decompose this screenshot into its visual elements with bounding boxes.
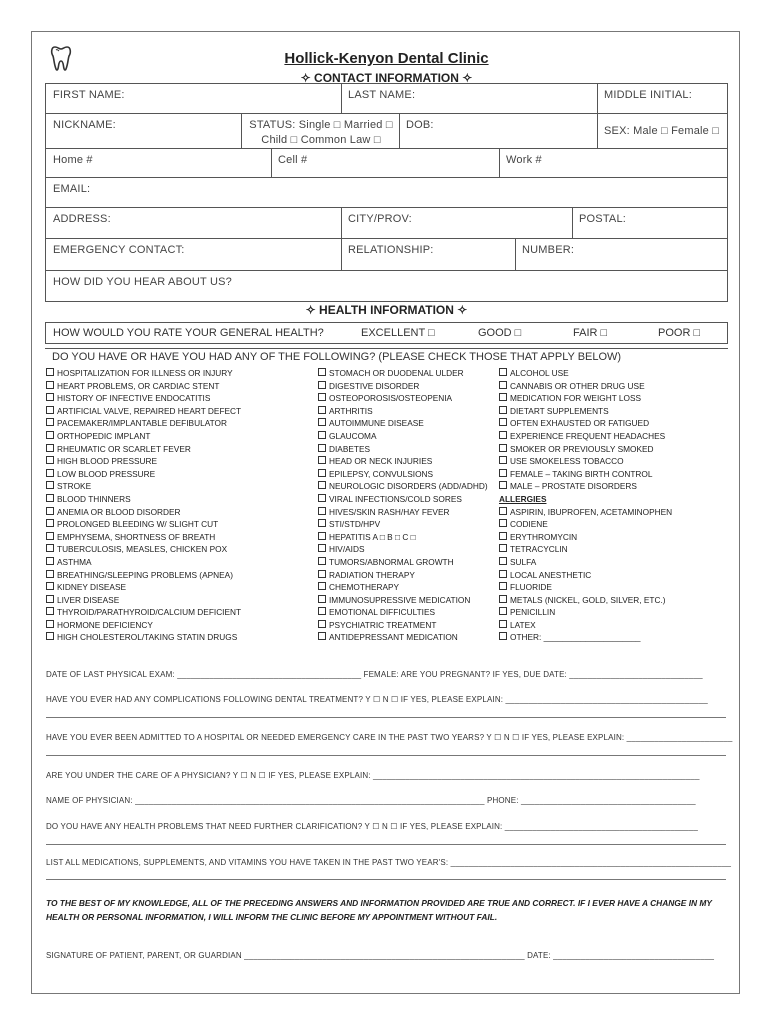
checkbox-icon[interactable]: [499, 557, 507, 565]
checkbox-icon[interactable]: [499, 507, 507, 515]
address-field[interactable]: ADDRESS:: [53, 213, 111, 225]
condition-label: ORTHOPEDIC IMPLANT: [57, 430, 151, 441]
checkbox-icon[interactable]: [46, 418, 54, 426]
condition-checkbox-item[interactable]: [499, 594, 672, 607]
condition-checkbox-item[interactable]: [46, 480, 241, 493]
checkbox-icon[interactable]: [318, 431, 326, 439]
condition-checkbox-item[interactable]: [46, 619, 241, 632]
condition-checkbox-item[interactable]: [46, 417, 241, 430]
condition-checkbox-item[interactable]: [46, 594, 241, 607]
email-field[interactable]: EMAIL:: [53, 183, 91, 195]
cell-phone-field[interactable]: Cell #: [278, 154, 308, 166]
condition-label: MEDICATION FOR WEIGHT LOSS: [510, 393, 642, 404]
condition-label: OTHER: _____________________: [510, 632, 641, 643]
phone-row: [46, 148, 727, 177]
condition-label: ARTHRITIS: [329, 405, 373, 416]
condition-label: TETRACYCLIN: [510, 544, 568, 555]
condition-label: HEART PROBLEMS, OR CARDIAC STENT: [57, 380, 220, 391]
condition-checkbox-item[interactable]: [499, 569, 672, 582]
conditions-question: DO YOU HAVE OR HAVE YOU HAD ANY OF THE FOLLOWING? (PLEASE CHECK THOSE THAT APPLY BELOW): [45, 348, 728, 366]
condition-checkbox-item[interactable]: [318, 543, 488, 556]
condition-label: KIDNEY DISEASE: [57, 582, 127, 593]
condition-checkbox-item[interactable]: [46, 518, 241, 531]
postal-field[interactable]: POSTAL:: [579, 213, 627, 225]
question-physician-name[interactable]: NAME OF PHYSICIAN: ____________________________________________________________________________ PHONE: ______________________________________: [46, 796, 696, 805]
condition-label: HIGH CHOLESTEROL/TAKING STATIN DRUGS: [57, 632, 238, 643]
condition-label: STI/STD/HPV: [329, 519, 381, 530]
condition-checkbox-item[interactable]: [318, 518, 488, 531]
rating-question: HOW WOULD YOU RATE YOUR GENERAL HEALTH?: [53, 327, 324, 339]
condition-label: ARTIFICIAL VALVE, REPAIRED HEART DEFECT: [57, 405, 242, 416]
condition-checkbox-item[interactable]: [46, 531, 241, 544]
condition-checkbox-item[interactable]: [499, 506, 672, 519]
condition-checkbox-item[interactable]: [499, 606, 672, 619]
condition-checkbox-item[interactable]: [499, 619, 672, 632]
sex-field[interactable]: SEX: Male □ Female □: [604, 125, 720, 137]
condition-checkbox-item[interactable]: [318, 606, 488, 619]
conditions-column-3: [499, 367, 672, 644]
condition-label: CHEMOTHERAPY: [329, 582, 400, 593]
condition-checkbox-item[interactable]: [46, 443, 241, 456]
referral-row: [46, 270, 727, 302]
condition-label: AUTOIMMUNE DISEASE: [329, 418, 424, 429]
condition-label: ASPIRIN, IBUPROFEN, ACETAMINOPHEN: [510, 506, 673, 517]
condition-label: METALS (NICKEL, GOLD, SILVER, ETC.): [510, 594, 666, 605]
status-line-1: STATUS: Single □ Married □: [249, 119, 393, 131]
form-page: [31, 31, 740, 994]
condition-label: SMOKER OR PREVIOUSLY SMOKED: [510, 443, 654, 454]
contact-grid: [45, 83, 728, 302]
checkbox-icon[interactable]: [499, 431, 507, 439]
checkbox-icon[interactable]: [499, 519, 507, 527]
contact-heading: ✧ CONTACT INFORMATION ✧: [300, 71, 473, 85]
checkbox-icon[interactable]: [318, 507, 326, 515]
condition-label: EMOTIONAL DIFFICULTIES: [329, 607, 436, 618]
condition-checkbox-item[interactable]: [499, 417, 672, 430]
checkbox-icon[interactable]: [46, 532, 54, 540]
condition-checkbox-item[interactable]: [318, 392, 488, 405]
checkbox-icon[interactable]: [46, 393, 54, 401]
work-phone-field[interactable]: Work #: [506, 154, 542, 166]
question-hospital[interactable]: HAVE YOU EVER BEEN ADMITTED TO A HOSPITAL OR NEEDED EMERGENCY CARE IN THE PAST TWO YEARS? Y ☐ N ☐ IF YES, PLEASE EXPLAIN: _______________________: [46, 733, 733, 742]
condition-label: HEAD OR NECK INJURIES: [329, 456, 433, 467]
checkbox-icon[interactable]: [46, 544, 54, 552]
middle-initial-field[interactable]: MIDDLE INITIAL:: [604, 89, 692, 101]
question-medications[interactable]: LIST ALL MEDICATIONS, SUPPLEMENTS, AND VITAMINS YOU HAVE TAKEN IN THE PAST TWO YEAR'S: _____________________________________________________________: [46, 858, 732, 867]
checkbox-icon[interactable]: [46, 494, 54, 502]
condition-checkbox-item[interactable]: [46, 569, 241, 582]
condition-checkbox-item[interactable]: [46, 380, 241, 393]
condition-checkbox-item[interactable]: [499, 430, 672, 443]
condition-checkbox-item[interactable]: [46, 430, 241, 443]
health-heading: ✧ HEALTH INFORMATION ✧: [305, 303, 468, 317]
checkbox-icon[interactable]: [318, 494, 326, 502]
condition-checkbox-item[interactable]: [318, 569, 488, 582]
condition-label: ASTHMA: [57, 556, 92, 567]
checkbox-icon[interactable]: [46, 406, 54, 414]
condition-checkbox-item[interactable]: [46, 506, 241, 519]
emergency-row: [46, 238, 727, 270]
condition-checkbox-item[interactable]: [318, 581, 488, 594]
checkbox-icon[interactable]: [499, 381, 507, 389]
checkbox-icon[interactable]: [318, 444, 326, 452]
rating-good[interactable]: GOOD □: [478, 327, 522, 339]
condition-checkbox-item[interactable]: [46, 392, 241, 405]
answer-line[interactable]: [46, 717, 726, 718]
condition-label: HIVES/SKIN RASH/HAY FEVER: [329, 506, 450, 517]
condition-label: PENICILLIN: [510, 607, 556, 618]
condition-checkbox-item[interactable]: [318, 405, 488, 418]
condition-checkbox-item[interactable]: [318, 430, 488, 443]
condition-checkbox-item[interactable]: [46, 493, 241, 506]
condition-label: CANNABIS OR OTHER DRUG USE: [510, 380, 645, 391]
checkbox-icon[interactable]: [499, 595, 507, 603]
condition-checkbox-item[interactable]: [46, 455, 241, 468]
question-health-problems[interactable]: DO YOU HAVE ANY HEALTH PROBLEMS THAT NEED FURTHER CLARIFICATION? Y ☐ N ☐ IF YES, PLEASE EXPLAIN: __________________________________________: [46, 822, 698, 831]
condition-checkbox-item[interactable]: [318, 506, 488, 519]
dob-field[interactable]: DOB:: [406, 119, 434, 131]
address-row: [46, 207, 727, 238]
condition-label: IMMUNOSUPRESSIVE MEDICATION: [329, 594, 471, 605]
condition-checkbox-item[interactable]: [318, 631, 488, 644]
rating-poor[interactable]: POOR □: [658, 327, 701, 339]
checkbox-icon[interactable]: [499, 469, 507, 477]
condition-checkbox-item[interactable]: [46, 581, 241, 594]
checkbox-icon[interactable]: [318, 557, 326, 565]
condition-label: OFTEN EXHAUSTED OR FATIGUED: [510, 418, 650, 429]
checkbox-icon[interactable]: [46, 368, 54, 376]
condition-checkbox-item[interactable]: [46, 543, 241, 556]
checkbox-icon[interactable]: [499, 456, 507, 464]
rating-excellent[interactable]: EXCELLENT □: [361, 327, 435, 339]
checkbox-icon[interactable]: [46, 519, 54, 527]
condition-label: RHEUMATIC OR SCARLET FEVER: [57, 443, 191, 454]
checkbox-icon[interactable]: [318, 481, 326, 489]
checkbox-icon[interactable]: [46, 507, 54, 515]
condition-checkbox-item[interactable]: [46, 367, 241, 380]
condition-label: BLOOD THINNERS: [57, 493, 131, 504]
condition-label: OSTEOPOROSIS/OSTEOPENIA: [329, 393, 453, 404]
answer-line[interactable]: [46, 755, 726, 756]
checkbox-icon[interactable]: [499, 393, 507, 401]
checkbox-icon[interactable]: [318, 570, 326, 578]
checkbox-icon[interactable]: [46, 469, 54, 477]
condition-checkbox-item[interactable]: [499, 531, 672, 544]
checkbox-icon[interactable]: [46, 582, 54, 590]
condition-label: DIETART SUPPLEMENTS: [510, 405, 609, 416]
condition-label: PROLONGED BLEEDING W/ SLIGHT CUT: [57, 519, 219, 530]
signature-line[interactable]: SIGNATURE OF PATIENT, PARENT, OR GUARDIAN _____________________________________________________________ DATE: ___________________________________: [46, 951, 715, 960]
answer-line[interactable]: [46, 844, 726, 845]
condition-label: RADIATION THERAPY: [329, 569, 415, 580]
checkbox-icon[interactable]: [318, 544, 326, 552]
condition-label: USE SMOKELESS TOBACCO: [510, 456, 624, 467]
answer-line[interactable]: [46, 879, 726, 880]
checkbox-icon[interactable]: [318, 456, 326, 464]
condition-label: DIGESTIVE DISORDER: [329, 380, 420, 391]
condition-label: TUMORS/ABNORMAL GROWTH: [329, 556, 454, 567]
condition-label: TUBERCULOSIS, MEASLES, CHICKEN POX: [57, 544, 228, 555]
condition-checkbox-item[interactable]: [499, 455, 672, 468]
checkbox-icon[interactable]: [318, 381, 326, 389]
condition-label: EMPHYSEMA, SHORTNESS OF BREATH: [57, 531, 216, 542]
condition-label: HISTORY OF INFECTIVE ENDOCATITIS: [57, 393, 211, 404]
condition-checkbox-item[interactable]: [46, 405, 241, 418]
checkbox-icon[interactable]: [318, 582, 326, 590]
checkbox-icon[interactable]: [318, 406, 326, 414]
checkbox-icon[interactable]: [318, 620, 326, 628]
checkbox-icon[interactable]: [46, 431, 54, 439]
clinic-title: Hollick-Kenyon Dental Clinic: [284, 50, 489, 67]
condition-label: HIGH BLOOD PRESSURE: [57, 456, 158, 467]
checkbox-icon[interactable]: [499, 406, 507, 414]
checkbox-icon[interactable]: [318, 595, 326, 603]
home-phone-field[interactable]: Home #: [53, 154, 93, 166]
status-field[interactable]: [241, 114, 401, 148]
condition-label: FLUORIDE: [510, 582, 552, 593]
condition-label: LOW BLOOD PRESSURE: [57, 468, 156, 479]
condition-label: ANEMIA OR BLOOD DISORDER: [57, 506, 181, 517]
name-row: [46, 84, 727, 113]
condition-checkbox-item[interactable]: [318, 619, 488, 632]
condition-checkbox-item[interactable]: [46, 606, 241, 619]
condition-checkbox-item[interactable]: [499, 543, 672, 556]
last-name-field[interactable]: LAST NAME:: [348, 89, 416, 101]
question-physical-exam[interactable]: DATE OF LAST PHYSICAL EXAM: ________________________________________ FEMALE: ARE YOU PREGNANT? IF YES, DUE DATE: _____________________________: [46, 670, 703, 679]
condition-checkbox-item[interactable]: [499, 581, 672, 594]
checkbox-icon[interactable]: [318, 607, 326, 615]
question-physician-care[interactable]: ARE YOU UNDER THE CARE OF A PHYSICIAN? Y ☐ N ☐ IF YES, PLEASE EXPLAIN: _______________________________________________________________________: [46, 771, 700, 780]
condition-checkbox-item[interactable]: [499, 392, 672, 405]
attestation-statement: TO THE BEST OF MY KNOWLEDGE, ALL OF THE PRECEDING ANSWERS AND INFORMATION PROVIDED ARE TRUE AND CORRECT. IF I EVER HAVE A CHANGE IN MY HEALTH OR PERSONAL INFORMATION, I WILL INFORM THE CLINIC BEFORE MY APPOINTMENT WITHOUT FAIL.: [46, 898, 712, 922]
checkbox-icon[interactable]: [318, 532, 326, 540]
condition-label: MALE – PROSTATE DISORDERS: [510, 481, 637, 492]
condition-label: ALCOHOL USE: [510, 368, 569, 378]
condition-checkbox-item[interactable]: [499, 443, 672, 456]
checkbox-icon[interactable]: [46, 381, 54, 389]
condition-label: EXPERIENCE FREQUENT HEADACHES: [510, 430, 666, 441]
checkbox-icon[interactable]: [499, 570, 507, 578]
emergency-contact-field[interactable]: EMERGENCY CONTACT:: [53, 244, 185, 256]
condition-checkbox-item[interactable]: [46, 468, 241, 481]
checkbox-icon[interactable]: [318, 393, 326, 401]
checkbox-icon[interactable]: [499, 444, 507, 452]
condition-label: LATEX: [510, 619, 536, 630]
condition-checkbox-item[interactable]: [318, 493, 488, 506]
status-line-2: Child □ Common Law □: [261, 134, 381, 146]
emergency-number-field[interactable]: NUMBER:: [522, 244, 575, 256]
checkbox-icon[interactable]: [499, 582, 507, 590]
checkbox-icon[interactable]: [46, 620, 54, 628]
condition-checkbox-item[interactable]: [318, 443, 488, 456]
first-name-field[interactable]: FIRST NAME:: [53, 89, 125, 101]
conditions-column-1: [46, 367, 241, 644]
condition-checkbox-item[interactable]: [499, 518, 672, 531]
condition-checkbox-item[interactable]: [499, 380, 672, 393]
condition-label: HIV/AIDS: [329, 544, 365, 555]
condition-checkbox-item[interactable]: [499, 556, 672, 569]
referral-field[interactable]: HOW DID YOU HEAR ABOUT US?: [53, 276, 232, 288]
checkbox-icon[interactable]: [499, 632, 507, 640]
checkbox-icon[interactable]: [46, 557, 54, 565]
checkbox-icon[interactable]: [46, 444, 54, 452]
condition-checkbox-item[interactable]: [46, 631, 241, 644]
condition-label: BREATHING/SLEEPING PROBLEMS (APNEA): [57, 569, 233, 580]
condition-label: STOMACH OR DUODENAL ULDER: [329, 368, 464, 378]
condition-label: ANTIDEPRESSANT MEDICATION: [329, 632, 458, 643]
health-rating: [45, 322, 728, 344]
condition-label: PACEMAKER/IMPLANTABLE DEFIBULATOR: [57, 418, 227, 429]
rating-fair[interactable]: FAIR □: [573, 327, 608, 339]
checkbox-icon[interactable]: [318, 418, 326, 426]
checkbox-icon[interactable]: [46, 595, 54, 603]
condition-checkbox-item[interactable]: [318, 556, 488, 569]
checkbox-icon[interactable]: [318, 469, 326, 477]
allergies-heading: ALLERGIES: [499, 493, 547, 504]
checkbox-icon[interactable]: [499, 544, 507, 552]
checkbox-icon[interactable]: [499, 368, 507, 376]
checkbox-icon[interactable]: [46, 632, 54, 640]
condition-checkbox-item[interactable]: [499, 480, 672, 493]
relationship-field[interactable]: RELATIONSHIP:: [348, 244, 434, 256]
condition-checkbox-item[interactable]: [318, 380, 488, 393]
condition-label: DIABETES: [329, 443, 371, 454]
condition-label: SULFA: [510, 556, 537, 567]
condition-checkbox-item[interactable]: [318, 531, 488, 544]
checkbox-icon[interactable]: [318, 632, 326, 640]
checkbox-icon[interactable]: [499, 481, 507, 489]
condition-checkbox-item[interactable]: [499, 405, 672, 418]
checkbox-icon[interactable]: [46, 481, 54, 489]
checkbox-icon[interactable]: [318, 519, 326, 527]
nickname-row: [46, 113, 727, 148]
condition-checkbox-item[interactable]: [318, 367, 488, 380]
condition-label: LIVER DISEASE: [57, 594, 120, 605]
checkbox-icon[interactable]: [499, 607, 507, 615]
condition-checkbox-item[interactable]: [46, 556, 241, 569]
checkbox-icon[interactable]: [318, 368, 326, 376]
condition-label: NEUROLOGIC DISORDERS (ADD/ADHD): [329, 481, 488, 492]
condition-checkbox-item[interactable]: [499, 367, 672, 380]
checkbox-icon[interactable]: [499, 532, 507, 540]
condition-checkbox-item[interactable]: [499, 468, 672, 481]
checkbox-icon[interactable]: [46, 570, 54, 578]
condition-checkbox-item[interactable]: [318, 468, 488, 481]
condition-label: PSYCHIATRIC TREATMENT: [329, 619, 437, 630]
condition-label: HORMONE DEFICIENCY: [57, 619, 153, 630]
condition-label: CODIENE: [510, 519, 548, 530]
email-row: [46, 177, 727, 207]
condition-label: VIRAL INFECTIONS/COLD SORES: [329, 493, 462, 504]
condition-label: LOCAL ANESTHETIC: [510, 569, 592, 580]
condition-label: STROKE: [57, 481, 92, 492]
checkbox-icon[interactable]: [46, 456, 54, 464]
condition-label: FEMALE – TAKING BIRTH CONTROL: [510, 468, 653, 479]
condition-checkbox-item[interactable]: [318, 480, 488, 493]
condition-label: HOSPITALIZATION FOR ILLNESS OR INJURY: [57, 368, 233, 378]
condition-label: THYROID/PARATHYROID/CALCIUM DEFICIENT: [57, 607, 242, 618]
condition-checkbox-item[interactable]: [318, 455, 488, 468]
condition-checkbox-item[interactable]: [499, 631, 672, 644]
city-field[interactable]: CITY/PROV:: [348, 213, 412, 225]
condition-label: GLAUCOMA: [329, 430, 377, 441]
condition-checkbox-item[interactable]: [318, 594, 488, 607]
condition-label: EPILEPSY, CONVULSIONS: [329, 468, 434, 479]
checkbox-icon[interactable]: [46, 607, 54, 615]
conditions-column-2: [318, 367, 488, 644]
condition-checkbox-item[interactable]: [318, 417, 488, 430]
condition-label: ERYTHROMYCIN: [510, 531, 578, 542]
checkbox-icon[interactable]: [499, 620, 507, 628]
checkbox-icon[interactable]: [499, 418, 507, 426]
nickname-field[interactable]: NICKNAME:: [53, 119, 116, 131]
question-dental-complications[interactable]: HAVE YOU EVER HAD ANY COMPLICATIONS FOLLOWING DENTAL TREATMENT? Y ☐ N ☐ IF YES, PLEASE EXPLAIN: ____________________________________________: [46, 695, 708, 704]
condition-label: HEPATITIS A □ B □ C □: [329, 531, 416, 542]
